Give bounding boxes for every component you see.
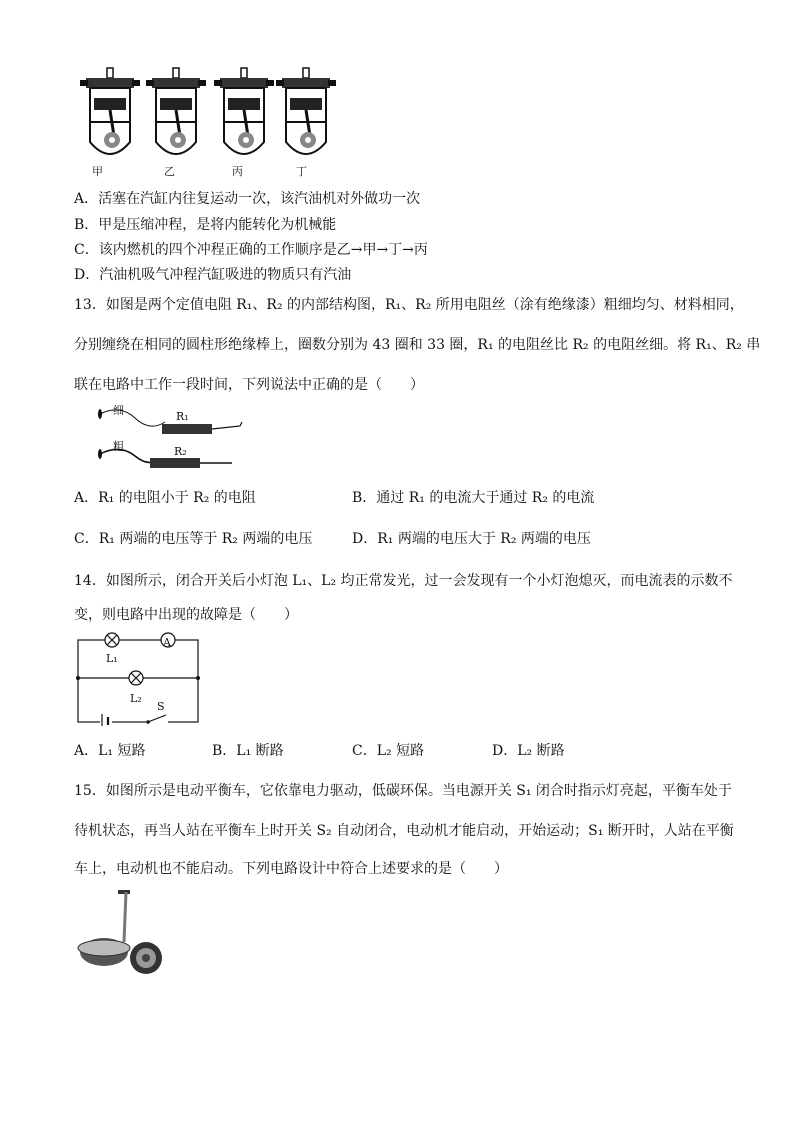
q14-stem-line1: 14．如图所示，闭合开关后小灯泡 L₁、L₂ 均正常发光，过一会发现有一个小灯泡熄灭，而电流表的示数不: [74, 573, 733, 589]
q14-option-a[interactable]: A．L₁ 短路: [74, 743, 146, 759]
engine-label-jia: 甲: [92, 165, 103, 178]
resistor-structure-figure: [80, 404, 250, 474]
q12-option-a[interactable]: A．活塞在汽缸内往复运动一次，该汽油机对外做功一次: [74, 191, 421, 207]
fig-label-l2: L₂: [130, 692, 142, 705]
fig-label-thin: 细: [113, 404, 124, 417]
q13-option-d[interactable]: D．R₁ 两端的电压大于 R₂ 两端的电压: [352, 531, 591, 547]
q15-stem-line3: 车上，电动机也不能启动。下列电路设计中符合上述要求的是（ ）: [74, 861, 508, 877]
q13-option-c[interactable]: C．R₁ 两端的电压等于 R₂ 两端的电压: [74, 531, 313, 547]
q13-option-b[interactable]: B．通过 R₁ 的电流大于通过 R₂ 的电流: [352, 490, 595, 506]
q14-option-b[interactable]: B．L₁ 断路: [212, 743, 284, 759]
circuit-diagram: [76, 630, 206, 726]
q12-option-d[interactable]: D．汽油机吸气冲程汽缸吸进的物质只有汽油: [74, 267, 352, 283]
engine-label-yi: 乙: [164, 165, 175, 178]
q13-stem-line3: 联在电路中工作一段时间，下列说法中正确的是（ ）: [74, 377, 424, 393]
q14-stem-line2: 变，则电路中出现的故障是（ ）: [74, 607, 298, 623]
fig-label-thick: 粗: [113, 440, 124, 453]
fig-label-r2: R₂: [174, 445, 187, 458]
balance-scooter-image: [74, 884, 166, 980]
q13-stem-line1: 13．如图是两个定值电阻 R₁、R₂ 的内部结构图，R₁、R₂ 所用电阻丝（涂有绝缘漆）粗细均匀、材料相同，: [74, 297, 744, 313]
fig-label-l1: L₁: [106, 652, 118, 665]
q12-option-c[interactable]: C．该内燃机的四个冲程正确的工作顺序是乙→甲→丁→丙: [74, 242, 428, 258]
engine-label-bing: 丙: [232, 165, 243, 178]
q12-option-b[interactable]: B．甲是压缩冲程，是将内能转化为机械能: [74, 217, 337, 233]
fig-label-s: S: [157, 700, 165, 713]
q13-option-a[interactable]: A．R₁ 的电阻小于 R₂ 的电阻: [74, 490, 256, 506]
q13-stem-line2: 分别缠绕在相同的圆柱形绝缘棒上，圈数分别为 43 圈和 33 圈，R₁ 的电阻丝比 R₂ 的电阻丝细。将 R₁、R₂ 串: [74, 337, 761, 353]
q14-option-d[interactable]: D．L₂ 断路: [492, 743, 565, 759]
fig-label-r1: R₁: [176, 410, 189, 423]
fig-label-ammeter: A: [163, 636, 171, 649]
engine-label-ding: 丁: [296, 165, 307, 178]
q14-option-c[interactable]: C．L₂ 短路: [352, 743, 425, 759]
engine-diagram: [80, 68, 140, 154]
q15-stem-line1: 15．如图所示是电动平衡车，它依靠电力驱动，低碳环保。当电源开关 S₁ 闭合时指示灯亮起，平衡车处于: [74, 783, 732, 799]
q15-stem-line2: 待机状态，再当人站在平衡车上时开关 S₂ 自动闭合，电动机才能启动，开始运动；S₁ 断开时，人站在平衡: [74, 823, 734, 839]
